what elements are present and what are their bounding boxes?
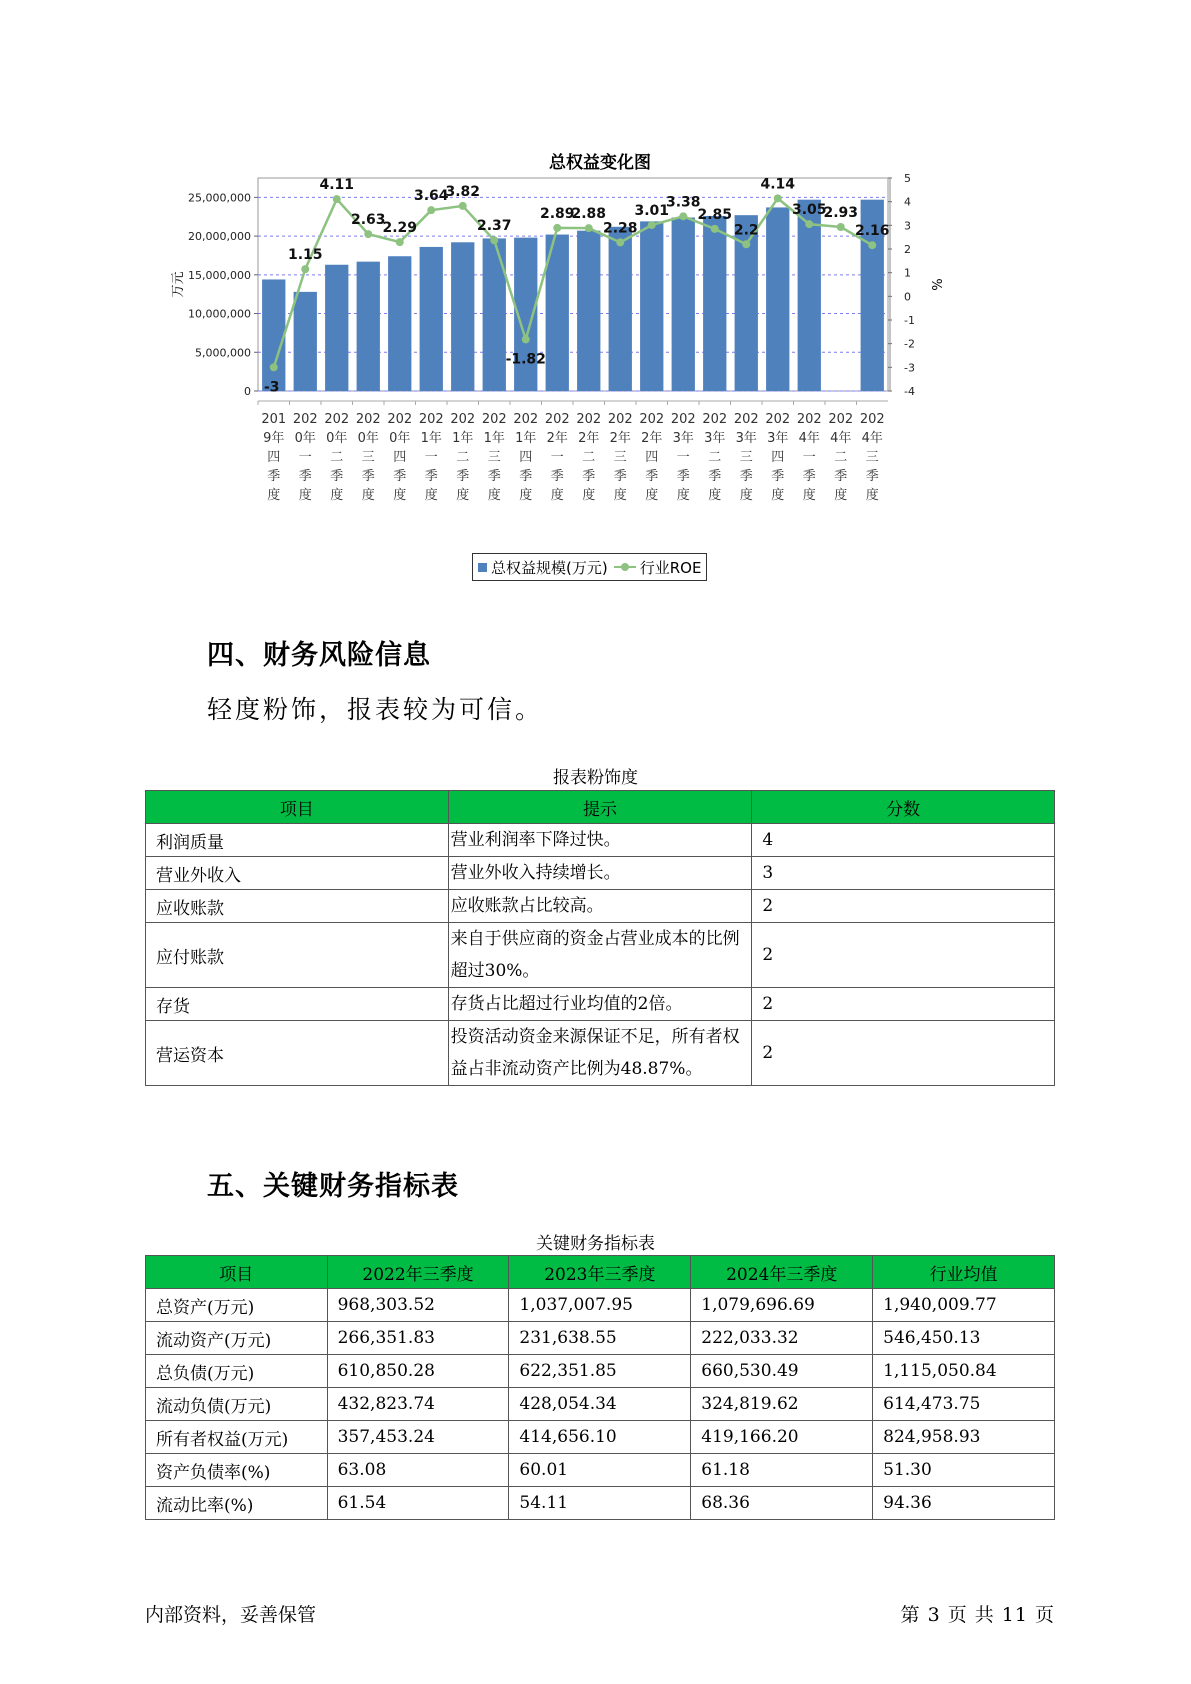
roe-point [837,223,845,231]
x-tick-label: 2年 [578,431,600,446]
roe-data-label: 4.14 [760,176,796,193]
x-tick-label: 度 [613,488,627,503]
x-tick-label: 季 [298,469,312,484]
table-row [146,857,1055,890]
y-right-tick-label: -4 [904,385,915,398]
x-tick-label: 2年 [546,431,568,446]
roe-point [679,212,687,220]
row-value-cell: 94.36 [873,1487,1055,1520]
equity-bar [609,227,632,391]
roe-point [616,238,624,246]
y-right-tick-label: -1 [904,314,915,327]
x-tick-label: 三 [739,450,753,465]
x-tick-label: 202 [765,412,791,427]
roe-point [774,194,782,202]
equity-bar [325,265,348,391]
row-label-cell: 所有者权益(万元) [146,1421,328,1454]
roe-data-label: 2.29 [382,220,418,237]
x-tick-label: 季 [676,469,690,484]
roe-point [364,230,372,238]
row-value-cell: 660,530.49 [691,1355,873,1388]
section4-paragraph: 轻度粉饰，报表较为可信。 [207,695,544,724]
x-tick-label: 四 [645,450,659,465]
table-row [146,1289,1055,1322]
x-tick-label: 一 [298,450,312,465]
row-value-cell: 419,166.20 [691,1421,873,1454]
roe-data-label: 2.85 [697,206,733,223]
x-tick-label: 季 [519,469,533,484]
row-tip-cell: 营业外收入持续增长。 [448,857,752,890]
roe-point [585,224,593,232]
x-tick-label: 三 [865,450,879,465]
x-tick-label: 二 [456,450,470,465]
table-row [146,923,1055,988]
x-tick-label: 度 [582,488,596,503]
row-tip-cell: 应收账款占比较高。 [448,890,752,923]
x-tick-label: 三 [487,450,501,465]
x-tick-label: 度 [298,488,312,503]
equity-bar [577,231,600,391]
equity-bar [357,262,380,391]
table-header-row [146,791,1055,824]
y-right-tick-label: 3 [904,219,911,233]
roe-point [490,236,498,244]
x-tick-label: 202 [859,412,885,427]
section5-heading: 五、关键财务指标表 [207,1171,459,1202]
row-label-cell: 总负债(万元) [146,1355,328,1388]
row-value-cell: 61.18 [691,1454,873,1487]
equity-chart [170,140,1030,600]
chart-svg [170,140,1030,550]
x-tick-label: 202 [481,412,507,427]
row-value-cell: 357,453.24 [327,1421,509,1454]
x-tick-label: 202 [796,412,822,427]
x-tick-label: 季 [361,469,375,484]
row-value-cell: 324,819.62 [691,1388,873,1421]
table-row [146,824,1055,857]
whitewash-table [145,790,1055,1086]
table-header-cell: 2023年三季度 [509,1256,691,1289]
row-tip-cell: 存货占比超过行业均值的2倍。 [448,988,752,1021]
x-tick-label: 二 [330,450,344,465]
row-label-cell: 流动资产(万元) [146,1322,328,1355]
x-tick-label: 202 [576,412,602,427]
roe-point [553,224,561,232]
equity-bar [640,221,663,391]
roe-point [396,238,404,246]
x-tick-label: 季 [330,469,344,484]
equity-bar [703,216,726,391]
row-score-cell: 2 [752,1021,1055,1086]
x-tick-label: 度 [550,488,564,503]
x-tick-label: 度 [487,488,501,503]
legend-item-line [614,557,702,578]
roe-data-label: 2.88 [571,206,607,223]
row-tip-cell: 投资活动资金来源保证不足，所有者权益占非流动资产比例为48.87%。 [448,1021,752,1086]
x-tick-label: 0年 [326,431,348,446]
x-tick-label: 季 [487,469,501,484]
row-score-cell: 4 [752,824,1055,857]
equity-bar [766,207,789,391]
y-right-tick-label: 4 [904,195,911,209]
x-tick-label: 度 [865,488,879,503]
row-value-cell: 610,850.28 [327,1355,509,1388]
y-left-tick-label: 15,000,000 [188,268,251,282]
x-tick-label: 1年 [452,431,474,446]
x-tick-label: 度 [330,488,344,503]
row-label-cell: 流动负债(万元) [146,1388,328,1421]
x-tick-label: 202 [418,412,444,427]
row-score-cell: 2 [752,890,1055,923]
table-row [146,1487,1055,1520]
x-tick-label: 度 [739,488,753,503]
x-tick-label: 202 [670,412,696,427]
x-tick-label: 二 [708,450,722,465]
roe-point [742,240,750,248]
y-right-tick-label: 2 [904,243,911,256]
row-value-cell: 824,958.93 [873,1421,1055,1454]
x-tick-label: 202 [607,412,633,427]
table1-caption: 报表粉饰度 [553,768,638,788]
x-tick-label: 度 [519,488,533,503]
x-tick-label: 202 [702,412,728,427]
legend-item-bar [478,557,608,578]
table-row [146,1421,1055,1454]
table-row [146,890,1055,923]
roe-data-label: 2.89 [539,205,575,222]
x-tick-label: 4年 [861,431,883,446]
legend-bar-label: 总权益规模(万元) [491,558,608,577]
row-value-cell: 546,450.13 [873,1322,1055,1355]
x-tick-label: 202 [387,412,413,427]
x-tick-label: 一 [676,450,690,465]
y-left-axis-title: 万元 [171,271,186,298]
x-tick-label: 四 [771,450,785,465]
x-tick-label: 季 [802,469,816,484]
table-row [146,1322,1055,1355]
roe-data-label: 3.38 [665,194,701,211]
row-item-cell: 营运资本 [146,1021,449,1086]
chart-title: 总权益变化图 [549,153,651,173]
equity-bar [672,218,695,391]
x-tick-label: 202 [544,412,570,427]
x-tick-label: 季 [267,469,281,484]
table2-caption: 关键财务指标表 [536,1234,655,1254]
row-value-cell: 61.54 [327,1487,509,1520]
x-tick-label: 季 [645,469,659,484]
table-row [146,1388,1055,1421]
roe-point [427,206,435,214]
legend-bar-swatch [478,563,487,572]
roe-data-label: 2.16 [854,223,890,240]
table-header-cell: 项目 [146,1256,328,1289]
row-value-cell: 614,473.75 [873,1388,1055,1421]
footer-confidential: 内部资料，妥善保管 [145,1604,317,1626]
x-tick-label: 1年 [420,431,442,446]
x-tick-label: 二 [834,450,848,465]
equity-bar [388,256,411,391]
roe-data-label: 2.2 [733,222,759,239]
x-tick-label: 3年 [704,431,726,446]
x-tick-label: 一 [802,450,816,465]
x-tick-label: 2年 [641,431,663,446]
x-tick-label: 季 [456,469,470,484]
roe-data-label: 2.63 [350,212,386,229]
x-tick-label: 四 [519,450,533,465]
roe-point [459,202,467,210]
footer-page-number: 第 3 页 共 11 页 [900,1604,1055,1626]
y-right-tick-label: 5 [904,172,911,185]
table-header-cell: 提示 [448,791,752,824]
x-tick-label: 度 [456,488,470,503]
row-item-cell: 营业外收入 [146,857,449,890]
x-tick-label: 0年 [357,431,379,446]
x-tick-label: 202 [450,412,476,427]
table-header-cell: 2024年三季度 [691,1256,873,1289]
row-value-cell: 1,115,050.84 [873,1355,1055,1388]
x-tick-label: 0年 [389,431,411,446]
x-tick-label: 1年 [483,431,505,446]
equity-bar [483,238,506,391]
x-tick-label: 202 [513,412,539,427]
row-item-cell: 应付账款 [146,923,449,988]
section4-heading: 四、财务风险信息 [207,640,431,671]
x-tick-label: 1年 [515,431,537,446]
y-left-tick-label: 0 [244,385,251,398]
y-left-tick-label: 20,000,000 [188,230,251,244]
x-tick-label: 202 [355,412,381,427]
chart-legend [472,553,707,581]
x-tick-label: 度 [771,488,785,503]
x-tick-label: 二 [582,450,596,465]
row-value-cell: 414,656.10 [509,1421,691,1454]
row-value-cell: 1,079,696.69 [691,1289,873,1322]
table-row [146,1021,1055,1086]
roe-point [805,220,813,228]
roe-point [270,363,278,371]
x-tick-label: 四 [267,450,281,465]
table-header-cell: 2022年三季度 [327,1256,509,1289]
roe-data-label: 3.82 [445,183,481,200]
x-tick-label: 0年 [294,431,316,446]
row-value-cell: 428,054.34 [509,1388,691,1421]
x-tick-label: 202 [292,412,318,427]
row-label-cell: 资产负债率(%) [146,1454,328,1487]
y-left-tick-label: 5,000,000 [195,346,251,360]
x-tick-label: 三 [613,450,627,465]
x-tick-label: 度 [834,488,848,503]
x-tick-label: 202 [639,412,665,427]
x-tick-label: 度 [267,488,281,503]
x-tick-label: 202 [828,412,854,427]
row-label-cell: 流动比率(%) [146,1487,328,1520]
y-right-tick-label: -3 [904,361,915,375]
roe-data-label: 2.28 [602,220,638,237]
x-tick-label: 季 [834,469,848,484]
table-row [146,1355,1055,1388]
roe-point [648,221,656,229]
x-tick-label: 3年 [672,431,694,446]
x-tick-label: 季 [739,469,753,484]
legend-line-label: 行业ROE [639,558,702,577]
row-value-cell: 266,351.83 [327,1322,509,1355]
y-left-tick-label: 25,000,000 [188,191,251,205]
roe-data-label: 4.11 [319,177,355,194]
equity-bar [420,247,443,391]
roe-data-label: -3 [263,379,280,396]
roe-data-label: 3.01 [634,203,670,220]
x-tick-label: 季 [393,469,407,484]
row-value-cell: 68.36 [691,1487,873,1520]
roe-data-label: 1.15 [287,247,323,264]
equity-bar [451,242,474,391]
x-tick-label: 三 [361,450,375,465]
x-tick-label: 季 [771,469,785,484]
row-label-cell: 总资产(万元) [146,1289,328,1322]
y-right-tick-label: -2 [904,337,915,351]
row-value-cell: 1,940,009.77 [873,1289,1055,1322]
x-tick-label: 季 [708,469,722,484]
row-value-cell: 1,037,007.95 [509,1289,691,1322]
equity-bar [262,279,285,391]
x-tick-label: 202 [733,412,759,427]
row-value-cell: 968,303.52 [327,1289,509,1322]
roe-point [711,225,719,233]
table-header-cell: 项目 [146,791,449,824]
row-score-cell: 2 [752,923,1055,988]
x-tick-label: 季 [613,469,627,484]
x-tick-label: 201 [261,412,287,427]
x-tick-label: 3年 [735,431,757,446]
row-value-cell: 432,823.74 [327,1388,509,1421]
roe-data-label: 2.37 [476,218,512,235]
x-tick-label: 4年 [798,431,820,446]
row-value-cell: 231,638.55 [509,1322,691,1355]
row-item-cell: 利润质量 [146,824,449,857]
row-value-cell: 63.08 [327,1454,509,1487]
x-tick-label: 4年 [830,431,852,446]
roe-point [301,265,309,273]
y-right-tick-label: 0 [904,290,911,304]
row-item-cell: 应收账款 [146,890,449,923]
roe-point [333,195,341,203]
table-header-cell: 分数 [752,791,1055,824]
x-tick-label: 季 [865,469,879,484]
row-value-cell: 222,033.32 [691,1322,873,1355]
roe-point [868,241,876,249]
legend-line-swatch [614,562,636,572]
y-right-axis-title: % [928,278,943,291]
table-header-cell: 行业均值 [873,1256,1055,1289]
row-score-cell: 3 [752,857,1055,890]
table-row [146,1454,1055,1487]
x-tick-label: 度 [393,488,407,503]
roe-data-label: 3.05 [791,202,827,219]
x-tick-label: 度 [676,488,690,503]
x-tick-label: 一 [550,450,564,465]
x-tick-label: 度 [645,488,659,503]
y-left-tick-label: 10,000,000 [188,307,251,321]
equity-bar [294,292,317,391]
table-row [146,988,1055,1021]
row-value-cell: 622,351.85 [509,1355,691,1388]
roe-point [522,335,530,343]
x-tick-label: 季 [582,469,596,484]
row-score-cell: 2 [752,988,1055,1021]
row-tip-cell: 来自于供应商的资金占营业成本的比例超过30%。 [448,923,752,988]
row-tip-cell: 营业利润率下降过快。 [448,824,752,857]
x-tick-label: 9年 [263,431,285,446]
roe-data-label: 2.93 [823,204,859,221]
row-item-cell: 存货 [146,988,449,1021]
x-tick-label: 季 [550,469,564,484]
x-tick-label: 一 [424,450,438,465]
equity-bar [798,200,821,391]
x-tick-label: 度 [361,488,375,503]
x-tick-label: 度 [802,488,816,503]
row-value-cell: 51.30 [873,1454,1055,1487]
row-value-cell: 54.11 [509,1487,691,1520]
row-value-cell: 60.01 [509,1454,691,1487]
roe-data-label: 3.64 [413,188,449,205]
x-tick-label: 202 [324,412,350,427]
key-financials-table [145,1255,1055,1520]
x-tick-label: 度 [424,488,438,503]
roe-data-label: -1.82 [505,351,546,368]
x-tick-label: 度 [708,488,722,503]
y-right-tick-label: 1 [904,266,911,280]
table-header-row [146,1256,1055,1289]
x-tick-label: 季 [424,469,438,484]
x-tick-label: 2年 [609,431,631,446]
x-tick-label: 3年 [767,431,789,446]
x-tick-label: 四 [393,450,407,465]
